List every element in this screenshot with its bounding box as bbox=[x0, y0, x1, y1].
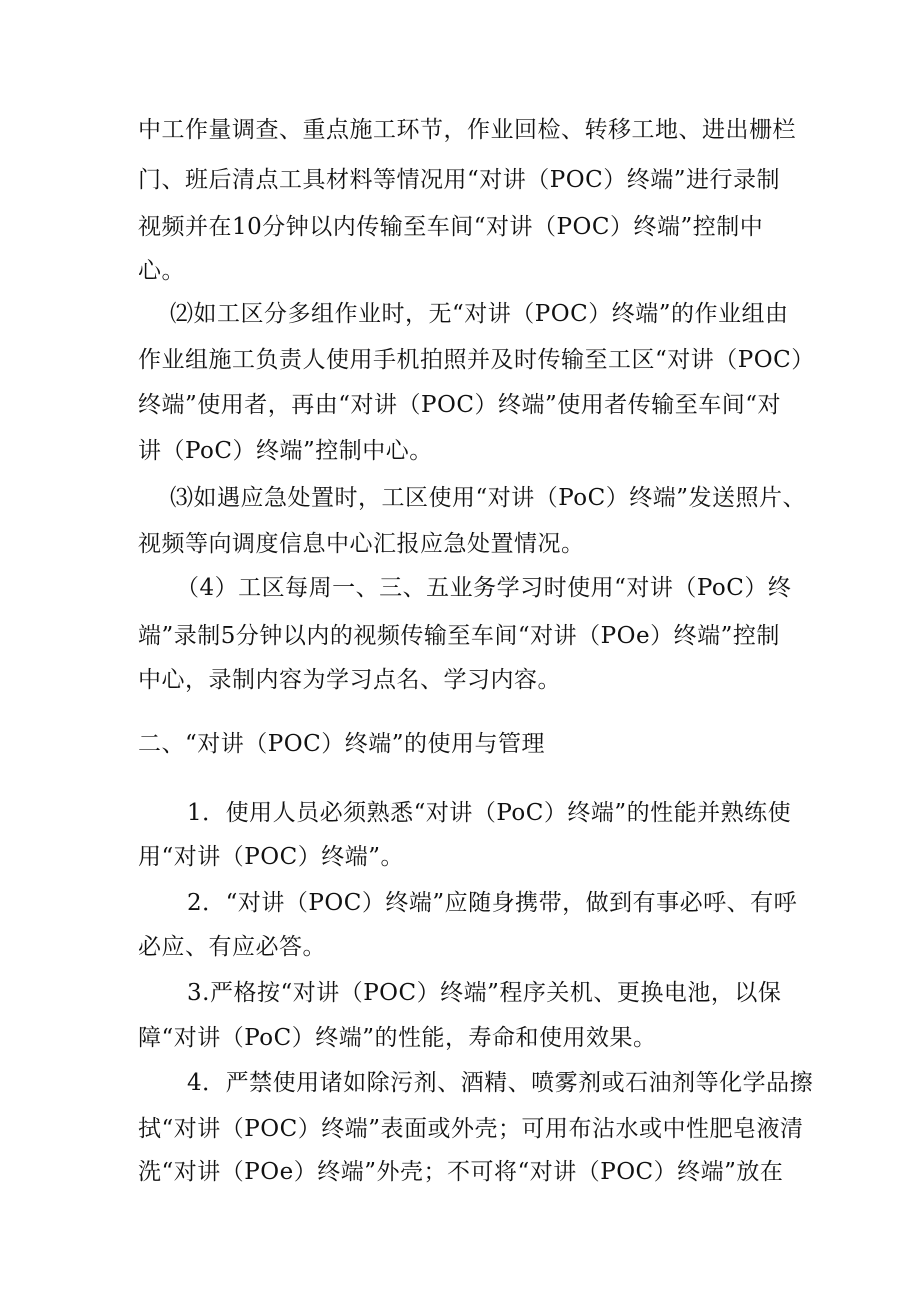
paragraph-line: 1．使用人员必须熟悉“对讲（PoC）终端”的性能并熟练使 bbox=[187, 800, 792, 826]
paragraph-line: 中工作量调查、重点施工环节，作业回检、转移工地、进出栅栏 bbox=[138, 117, 796, 143]
paragraph-line: 用“对讲（POC）终端”。 bbox=[138, 844, 404, 870]
paragraph-line: 视频并在10分钟以内传输至车间“对讲（POC）终端”控制中 bbox=[138, 214, 764, 240]
paragraph-line: 3.严格按“对讲（POC）终端”程序关机、更换电池，以保 bbox=[187, 980, 782, 1006]
paragraph-line: 视频等向调度信息中心汇报应急处置情况。 bbox=[138, 531, 585, 557]
paragraph-line: 中心，录制内容为学习点名、学习内容。 bbox=[138, 667, 561, 693]
paragraph-line: 心。 bbox=[138, 258, 185, 284]
paragraph-line: 讲（PoC）终端”控制中心。 bbox=[138, 438, 433, 464]
paragraph-line: 洗“对讲（POe）终端”外壳；不可将“对讲（POC）终端”放在 bbox=[138, 1159, 784, 1185]
paragraph-line: ⑶如遇应急处置时，工区使用“对讲（PoC）终端”发送照片、 bbox=[170, 485, 807, 511]
paragraph-line: 必应、有应必答。 bbox=[138, 934, 326, 960]
paragraph-line: 4．严禁使用诸如除污剂、酒精、喷雾剂或石油剂等化学品擦 bbox=[187, 1070, 814, 1096]
paragraph-line: ⑵如工区分多组作业时，无“对讲（POC）终端”的作业组由 bbox=[170, 301, 789, 327]
paragraph-line: 门、班后清点工具材料等情况用“对讲（POC）终端”进行录制 bbox=[138, 167, 780, 193]
paragraph-line: （4）工区每周一、三、五业务学习时使用“对讲（PoC）终 bbox=[176, 575, 792, 601]
paragraph-line: 拭“对讲（POC）终端”表面或外壳；可用布沾水或中性肥皂液清 bbox=[138, 1116, 804, 1142]
section-heading: 二、“对讲（POC）终端”的使用与管理 bbox=[138, 731, 545, 757]
paragraph-line: 终端”使用者，再由“对讲（POC）终端”使用者传输至车间“对 bbox=[138, 392, 781, 418]
paragraph-line: 端”录制5分钟以内的视频传输至车间“对讲（POe）终端”控制 bbox=[138, 623, 780, 649]
paragraph-line: 障“对讲（PoC）终端”的性能，寿命和使用效果。 bbox=[138, 1025, 657, 1051]
paragraph-line: 2．“对讲（POC）终端”应随身携带，做到有事必呼、有呼 bbox=[187, 890, 798, 916]
paragraph-line: 作业组施工负责人使用手机拍照并及时传输至工区“对讲（POC） bbox=[138, 347, 815, 373]
